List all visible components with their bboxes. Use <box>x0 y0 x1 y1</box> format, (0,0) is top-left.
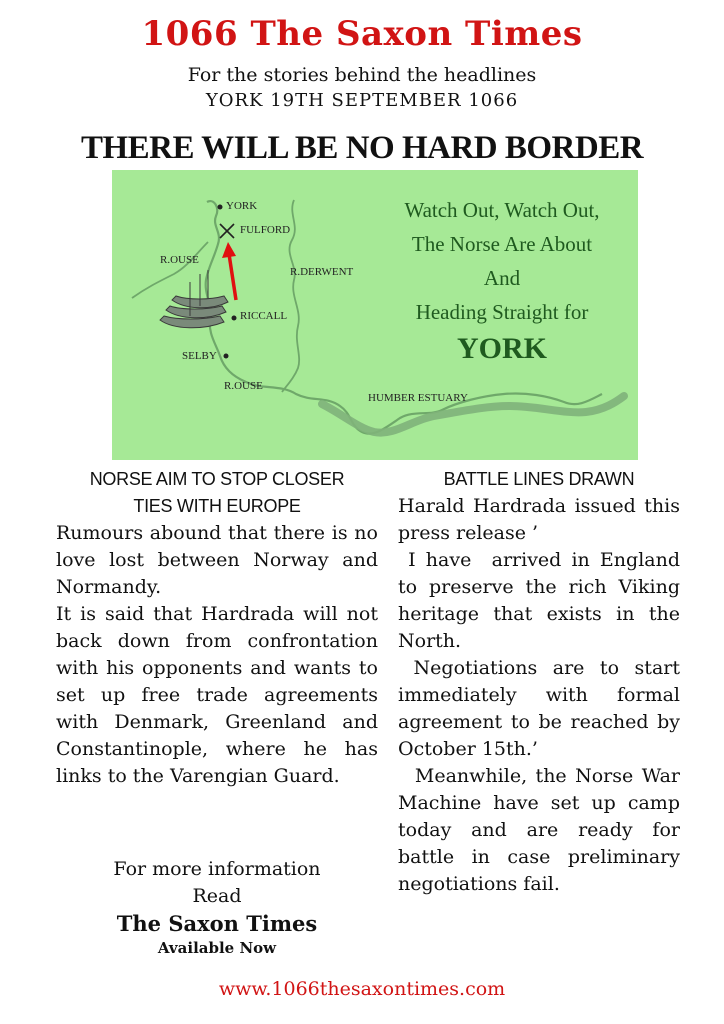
river-tributary <box>132 242 208 298</box>
riccall-dot <box>232 316 237 321</box>
longships-icon <box>160 270 228 328</box>
crossed-swords-icon <box>220 224 234 238</box>
map-label-selby: SELBY <box>182 350 217 362</box>
right-paragraph-3: Negotiations are to start immediately with formal agreement to be reached by October 15th.’ <box>398 657 687 760</box>
promo-box <box>56 856 378 959</box>
left-subhead-line-1: NORSE AIM TO STOP CLOSER <box>89 469 345 489</box>
map-label-riccall: RICCALL <box>240 310 288 322</box>
callout-line-4: Heading Straight for <box>415 300 589 324</box>
right-paragraph-4: Meanwhile, the Norse War Machine have set up camp today and are ready for battle in case preliminary negotiations fail. <box>398 765 687 895</box>
right-paragraph-2: I have arrived in England to preserve the rich Viking heritage that exists in the North. <box>398 549 687 652</box>
headline: THERE WILL BE NO HARD BORDER <box>80 130 644 166</box>
map-label-fulford: FULFORD <box>240 224 291 236</box>
invasion-arrow <box>229 254 236 300</box>
york-dot <box>218 205 223 210</box>
right-paragraph-1: Harald Hardrada issued this press release ’ <box>398 495 680 544</box>
promo-availability: Available Now <box>157 939 277 957</box>
footer-url[interactable]: www.1066thesaxontimes.com <box>218 978 506 1000</box>
map-label-r-derwent: R.DERWENT <box>290 266 354 278</box>
right-article <box>398 466 687 898</box>
map-label-york: YORK <box>226 200 258 212</box>
right-subhead: BATTLE LINES DRAWN <box>443 469 635 489</box>
map-label-r-ouse-lower: R.OUSE <box>224 380 263 392</box>
map-label-r-ouse: R.OUSE <box>160 254 199 266</box>
left-subhead-line-2: TIES WITH EUROPE <box>133 496 301 516</box>
left-paragraph-1: Rumours abound that there is no love lost between Norway and Normandy. <box>56 522 378 598</box>
masthead-title: 1066 The Saxon Times <box>141 14 583 54</box>
left-article <box>56 466 378 790</box>
arrow-head <box>222 242 236 258</box>
dateline: YORK 19TH SEPTEMBER 1066 <box>205 90 519 111</box>
map-label-humber: HUMBER ESTUARY <box>368 392 468 404</box>
callout-line-5: YORK <box>457 332 547 365</box>
left-paragraph-2: It is said that Hardrada will not back down from confrontation with his opponents and wants to set up free trade agreements with Denmark, Greenland and Constantinople, where he has links to the Varengian Guard. <box>56 603 378 787</box>
promo-title: The Saxon Times <box>116 911 318 936</box>
promo-line-2: Read <box>192 885 242 907</box>
selby-dot <box>224 354 229 359</box>
callout-line-3: And <box>483 266 521 290</box>
tagline: For the stories behind the headlines <box>187 64 537 86</box>
promo-line-1: For more information <box>113 858 321 880</box>
callout-line-1: Watch Out, Watch Out, <box>404 198 600 222</box>
map-illustration <box>112 170 638 460</box>
callout-line-2: The Norse Are About <box>411 232 593 256</box>
